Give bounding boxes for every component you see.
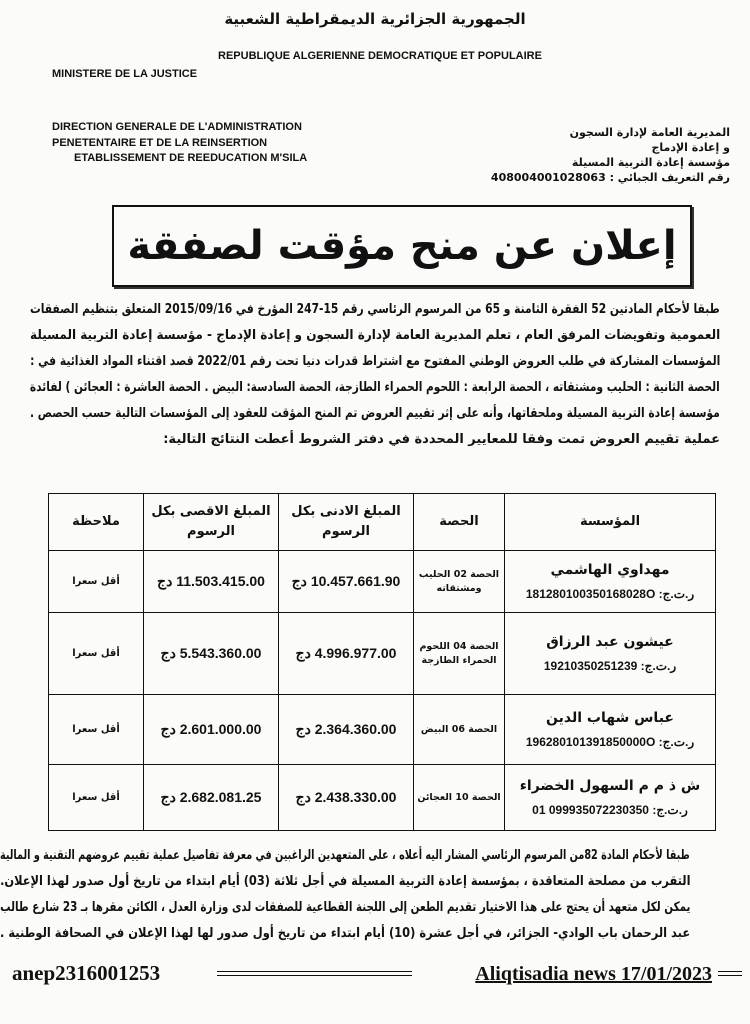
ministry-name: MINISTERE DE LA JUSTICE xyxy=(52,68,198,80)
company-name: عباس شهاب الدين xyxy=(546,709,674,726)
direction-line: ETABLISSEMENT DE REEDUCATION M'SILA xyxy=(74,152,308,164)
closing-paragraph xyxy=(0,843,690,947)
text-line: التقرب من مصلحة المتعاقدة ، بمؤسسة إعادة التربية المسيلة في أجل ثلاثة (03) أيام ابتداء من تاريخ أول صدور لهذا الإعلان. xyxy=(0,874,690,889)
text-line: يمكن لكل متعهد أن يحتج على هذا الاختيار تقديم الطعن إلى اللجنة القطاعية للصفقات لدى وزارة العدل ، الكائن مقرها بـ 23 شارع طالب xyxy=(0,900,691,915)
max-amount-cell: 2.601.000.00 دج xyxy=(144,695,279,765)
header-lot: الحصة xyxy=(414,494,505,551)
text-line: مؤسسة إعادة التربية المسيلة وملحقاتها، وأنه على إثر تقييم العروض تم المنح المؤقت للعقود إلى المؤسسات التالية حسب الحصص . xyxy=(30,406,720,421)
lot-cell: الحصة 02 الحليب ومشتقاته xyxy=(414,551,505,613)
text-line: المؤسسات المشاركة في طلب العروض الوطني المفتوح مع اشتراط قدرات دنيا تحت رقم 2022/01 قصد اقتناء المواد الغذائية في : xyxy=(29,354,720,369)
divider xyxy=(718,971,742,976)
min-amount-cell: 4.996.977.00 دج xyxy=(279,613,414,695)
max-amount-cell: 5.543.360.00 دج xyxy=(144,613,279,695)
note-cell: أقل سعرا xyxy=(49,695,144,765)
republic-title-french: REPUBLIQUE ALGERIENNE DEMOCRATIQUE ET POPULAIRE xyxy=(218,50,542,62)
text-line: الحصة الثانية : الحليب ومشتقاته ، الحصة الرابعة : اللحوم الحمراء الطازجة، الحصة السادسة: البيض . الحصة العاشرة : العجائن ) لفائدة xyxy=(30,380,720,395)
direction-line: المديرية العامة لإدارة السجون xyxy=(569,126,730,139)
anep-reference: anep2316001253 xyxy=(12,961,161,985)
notice-title-box xyxy=(112,205,692,287)
company-rc: ر.ت.ج: 19210350251239 xyxy=(543,658,677,673)
company-name: عيشون عبد الرزاق xyxy=(546,633,674,650)
company-name: ش ذ م م السهول الخضراء xyxy=(519,777,701,794)
company-rc: ر.ت.ج: 196280101391850000O xyxy=(525,734,695,749)
note-cell: أقل سعرا xyxy=(49,613,144,695)
max-amount-cell: 11.503.415.00 دج xyxy=(144,551,279,613)
lot-cell: الحصة 10 العجائن xyxy=(414,765,505,831)
lot-cell: الحصة 06 البيض xyxy=(414,695,505,765)
note-cell: أقل سعرا xyxy=(49,551,144,613)
company-name: مهداوي الهاشمي xyxy=(550,561,670,578)
header-company: المؤسسة xyxy=(505,494,716,551)
company-cell xyxy=(505,695,716,765)
table-header-row xyxy=(49,494,716,551)
min-amount-cell: 2.364.360.00 دج xyxy=(279,695,414,765)
direction-line: و إعادة الإدماج xyxy=(651,141,730,154)
direction-french xyxy=(52,120,307,167)
header-max-amount: المبلغ الاقصى بكل الرسوم xyxy=(144,494,279,551)
company-rc: ر.ت.ج: 099935072230350 01 xyxy=(532,802,688,817)
award-table xyxy=(48,493,716,831)
text-line: عبد الرحمان باب الوادي- الجزائر، في أجل عشرة (10) أيام ابتداء من تاريخ أول صدور لها لهذا الإعلان في الصحافة الوطنية . xyxy=(0,926,690,941)
lot-cell: الحصة 04 اللحوم الحمراء الطازجة xyxy=(414,613,505,695)
text-line: العمومية وتفويضات المرفق العام ، تعلم المديرية العامة لإدارة السجون و إعادة الإدماج - مؤسسة إعادة التربية المسيلة xyxy=(29,328,720,343)
header-note: ملاحظة xyxy=(49,494,144,551)
tax-id: رقم التعريف الجبائي : 408004001028063 xyxy=(490,171,730,184)
lower-section xyxy=(0,493,750,999)
text-line: طبقا لأحكام المادة 82من المرسوم الرئاسي المشار اليه أعلاه ، على المتعهدين الراغبين في معرفة تفاصيل عملية تقييم عروضهم التقنية و المالية xyxy=(0,848,690,863)
intro-paragraph xyxy=(30,297,720,453)
max-amount-cell: 2.682.081.25 دج xyxy=(144,765,279,831)
table-row xyxy=(49,551,716,613)
table-row xyxy=(49,765,716,831)
header-min-amount: المبلغ الادنى بكل الرسوم xyxy=(279,494,414,551)
min-amount-cell: 2.438.330.00 دج xyxy=(279,765,414,831)
company-cell xyxy=(505,613,716,695)
text-line: عملية تقييم العروض تمت وفقا للمعايير المحددة في دفتر الشروط أعطت النتائج التالية: xyxy=(163,432,720,447)
direction-line: DIRECTION GENERALE DE L'ADMINISTRATION xyxy=(52,121,302,133)
note-cell: أقل سعرا xyxy=(49,765,144,831)
company-cell xyxy=(505,765,716,831)
table-row xyxy=(49,613,716,695)
notice-title: إعلان عن منح مؤقت لصفقة xyxy=(127,223,677,269)
company-rc: ر.ت.ج: 181280100350168028O xyxy=(525,586,695,601)
direction-line: PENETENTAIRE ET DE LA REINSERTION xyxy=(52,136,268,149)
direction-line: مؤسسة إعادة التربية المسيلة xyxy=(571,156,730,169)
direction-arabic xyxy=(460,125,730,185)
divider xyxy=(217,971,412,976)
footer xyxy=(12,961,742,989)
text-line: طبقا لأحكام المادتين 52 الفقرة الثامنة و 65 من المرسوم الرئاسي رقم 15-247 المؤرخ في 2015/09/16 المتعلق بتنظيم الصفقات xyxy=(30,302,720,317)
table-row xyxy=(49,695,716,765)
newspaper-date: Aliqtisadia news 17/01/2023 xyxy=(475,963,712,985)
republic-title-arabic: الجمهورية الجزائرية الديمقراطية الشعبية xyxy=(224,10,526,28)
company-cell xyxy=(505,551,716,613)
min-amount-cell: 10.457.661.90 دج xyxy=(279,551,414,613)
